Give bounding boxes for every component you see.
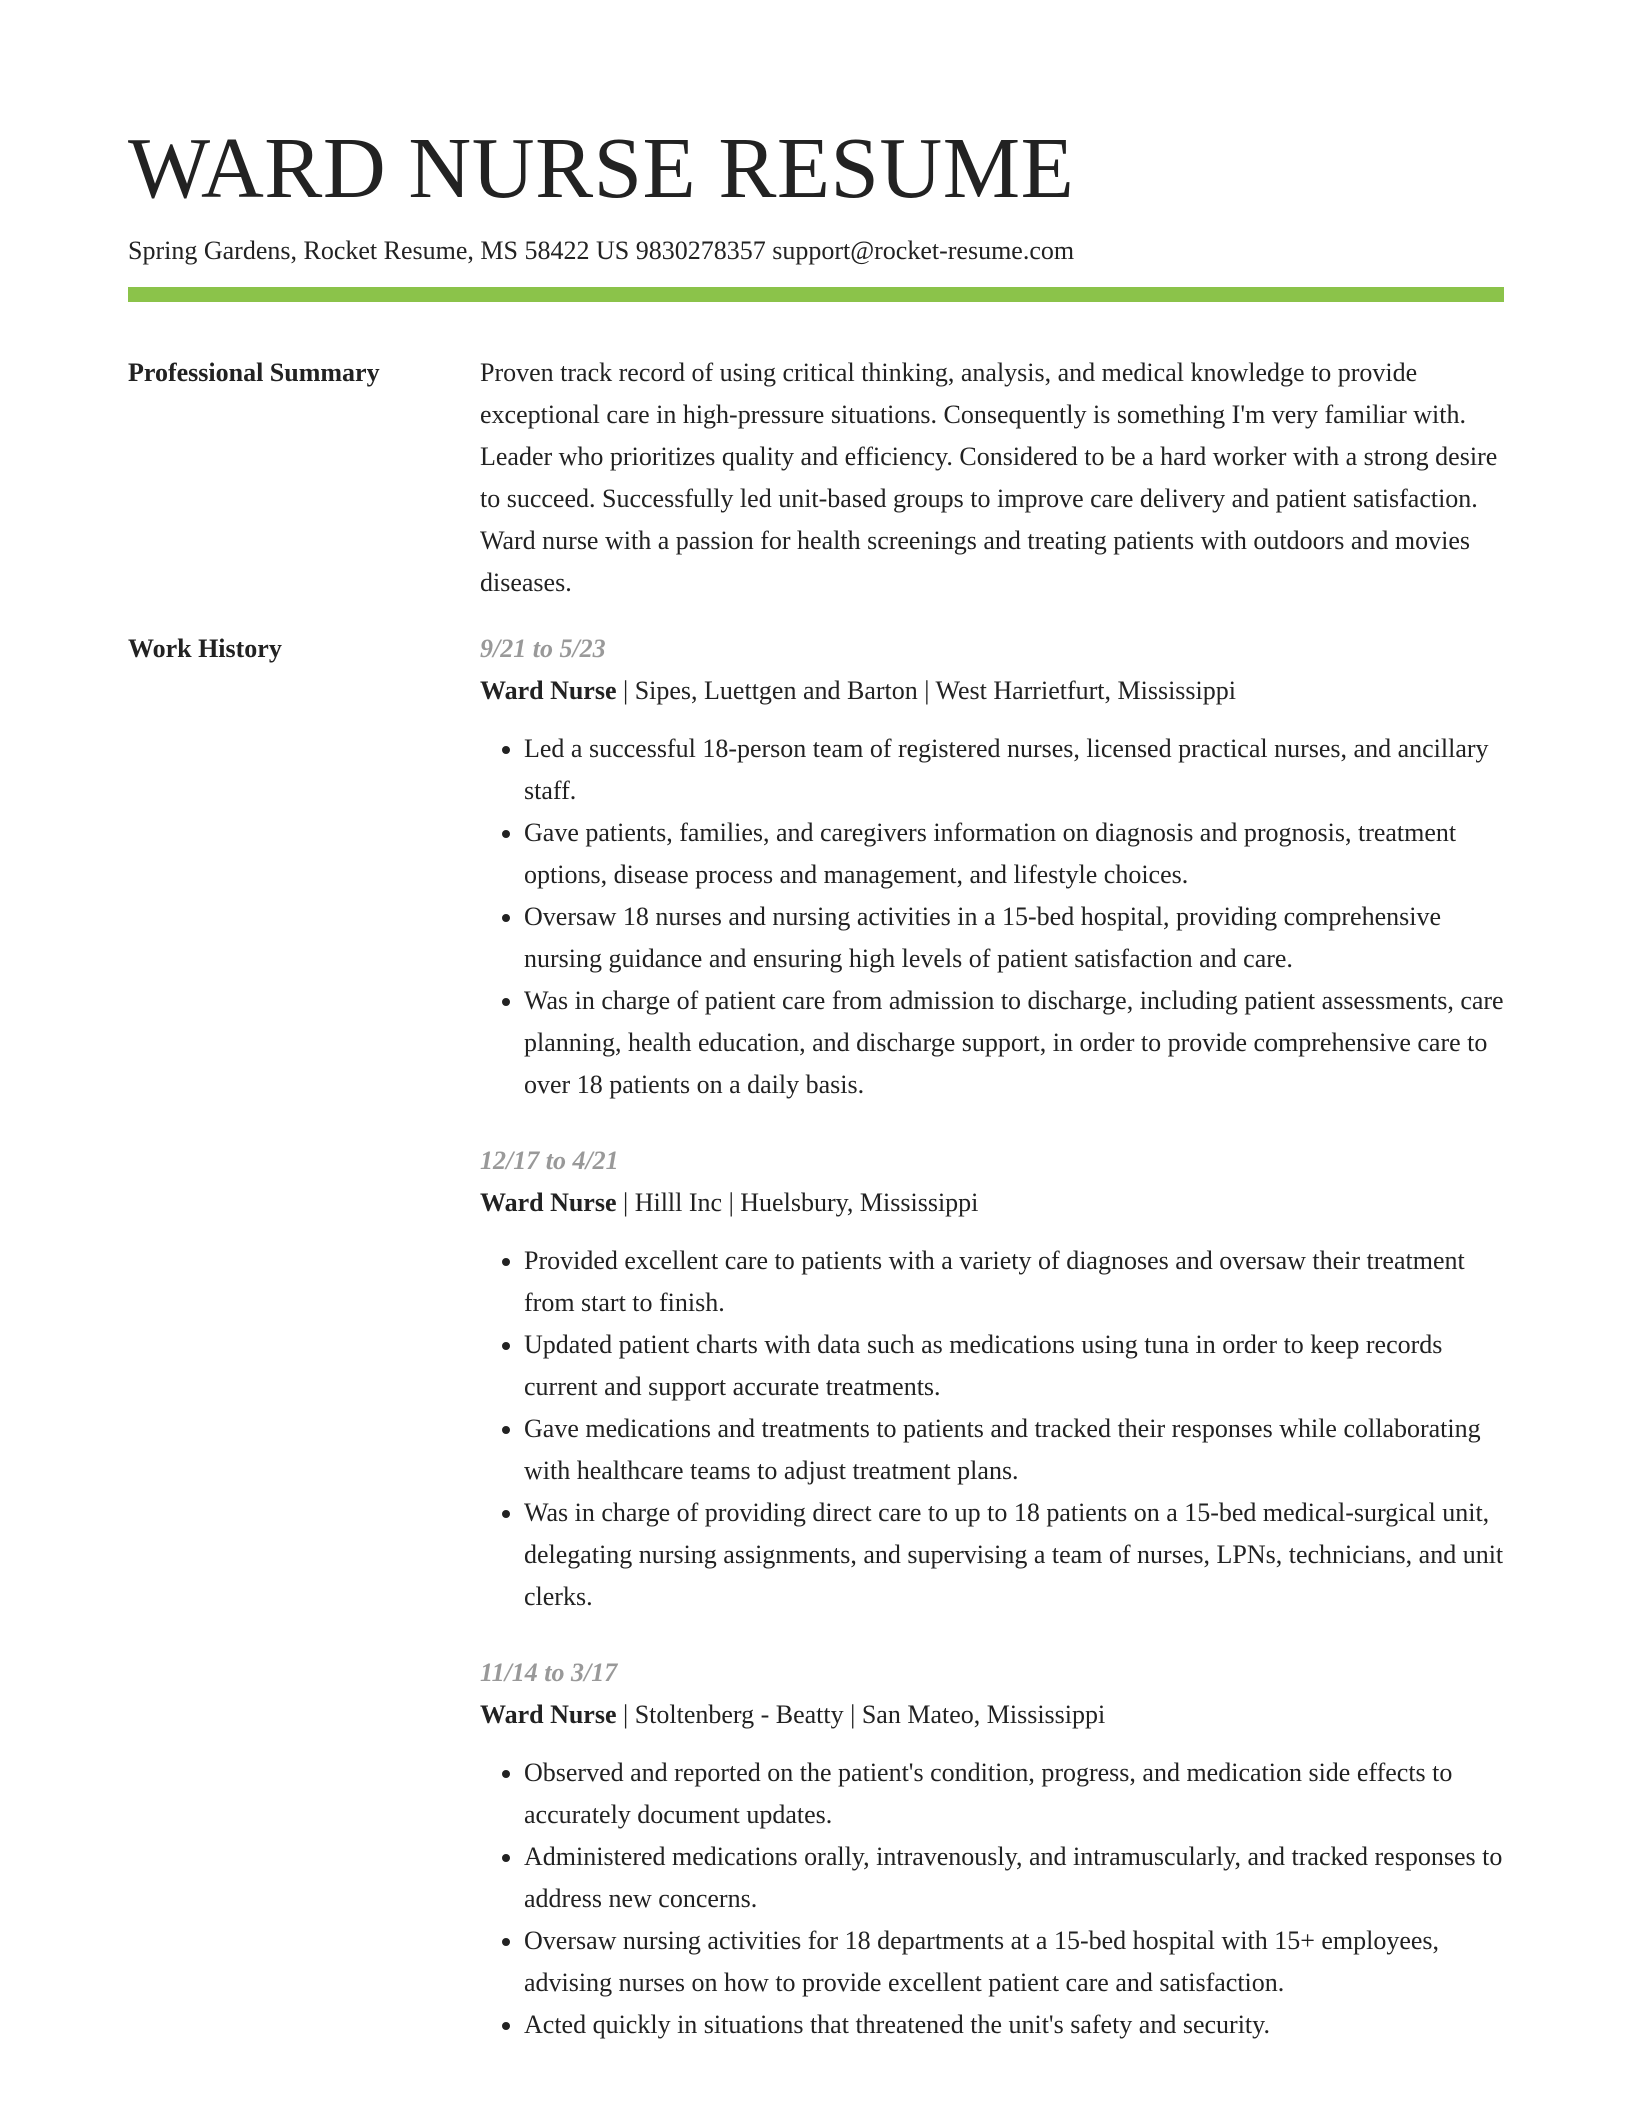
job-employer-location: | Hilll Inc | Huelsbury, Mississippi bbox=[616, 1188, 979, 1217]
job-employer-location: | Sipes, Luettgen and Barton | West Harrietfurt, Mississippi bbox=[616, 676, 1236, 705]
job-title: Ward Nurse bbox=[480, 1700, 617, 1729]
work-history-list bbox=[480, 628, 1504, 2080]
job-title: Ward Nurse bbox=[480, 676, 617, 705]
job-dates: 11/14 to 3/17 bbox=[480, 1658, 618, 1687]
job-bullet: • Gave patients, families, and caregivers information on diagnosis and prognosis, treatment options, disease process and management, and lifestyle choices. bbox=[524, 812, 1504, 896]
accent-divider bbox=[128, 287, 1504, 302]
contact-line: Spring Gardens, Rocket Resume, MS 58422 US 9830278357 support@rocket-resume.com bbox=[128, 236, 1075, 265]
job-bullet: • Provided excellent care to patients with a variety of diagnoses and oversaw their treatment from start to finish. bbox=[524, 1240, 1504, 1324]
job-dates: 12/17 to 4/21 bbox=[480, 1146, 619, 1175]
job-bullet: • Updated patient charts with data such as medications using tuna in order to keep records current and support accurate treatments. bbox=[524, 1324, 1504, 1408]
job-bullet: • Oversaw nursing activities for 18 departments at a 15-bed hospital with 15+ employees, advising nurses on how to provide excellent patient care and satisfaction. bbox=[524, 1920, 1504, 2004]
job-entry bbox=[480, 1140, 1504, 1618]
section-label-summary: Professional Summary bbox=[128, 358, 380, 387]
job-heading bbox=[480, 670, 1504, 712]
job-bullet: • Was in charge of patient care from admission to discharge, including patient assessments, care planning, health education, and discharge support, in order to provide comprehensive care to over 18 patients on a daily basis. bbox=[524, 980, 1504, 1106]
job-title: Ward Nurse bbox=[480, 1188, 617, 1217]
job-bullets bbox=[480, 1240, 1504, 1618]
summary-text: Proven track record of using critical thinking, analysis, and medical knowledge to provide exceptional care in high-pressure situations. Consequently is something I'm very familiar with. Leader who prioritizes quality and efficiency. Considered to be a hard worker with a strong desire to succeed. Successfully led unit-based groups to improve care delivery and patient satisfaction. Ward nurse with a passion for health screenings and treating patients with outdoors and movies diseases. bbox=[480, 358, 1498, 597]
job-entry bbox=[480, 1652, 1504, 2046]
job-bullets bbox=[480, 1752, 1504, 2046]
job-heading bbox=[480, 1182, 1504, 1224]
section-label-work-history: Work History bbox=[128, 634, 282, 663]
job-bullet: • Was in charge of providing direct care to up to 18 patients on a 15-bed medical-surgical unit, delegating nursing assignments, and supervising a team of nurses, LPNs, technicians, and unit clerks. bbox=[524, 1492, 1504, 1618]
job-bullet: • Gave medications and treatments to patients and tracked their responses while collaborating with healthcare teams to adjust treatment plans. bbox=[524, 1408, 1504, 1492]
job-bullets bbox=[480, 728, 1504, 1106]
job-entry bbox=[480, 628, 1504, 1106]
resume-title: WARD NURSE RESUME bbox=[128, 119, 1075, 216]
job-heading bbox=[480, 1694, 1504, 1736]
job-dates: 9/21 to 5/23 bbox=[480, 634, 606, 663]
job-bullet: • Oversaw 18 nurses and nursing activities in a 15-bed hospital, providing comprehensive nursing guidance and ensuring high levels of patient satisfaction and care. bbox=[524, 896, 1504, 980]
job-bullet: • Led a successful 18-person team of registered nurses, licensed practical nurses, and ancillary staff. bbox=[524, 728, 1504, 812]
summary-section bbox=[128, 352, 1504, 604]
work-history-section bbox=[128, 628, 1504, 2080]
job-bullet: • Administered medications orally, intravenously, and intramuscularly, and tracked responses to address new concerns. bbox=[524, 1836, 1504, 1920]
job-bullet: • Acted quickly in situations that threatened the unit's safety and security. bbox=[524, 2004, 1504, 2046]
job-bullet: • Observed and reported on the patient's condition, progress, and medication side effects to accurately document updates. bbox=[524, 1752, 1504, 1836]
job-employer-location: | Stoltenberg - Beatty | San Mateo, Mississippi bbox=[616, 1700, 1106, 1729]
resume-page bbox=[128, 118, 1504, 2080]
